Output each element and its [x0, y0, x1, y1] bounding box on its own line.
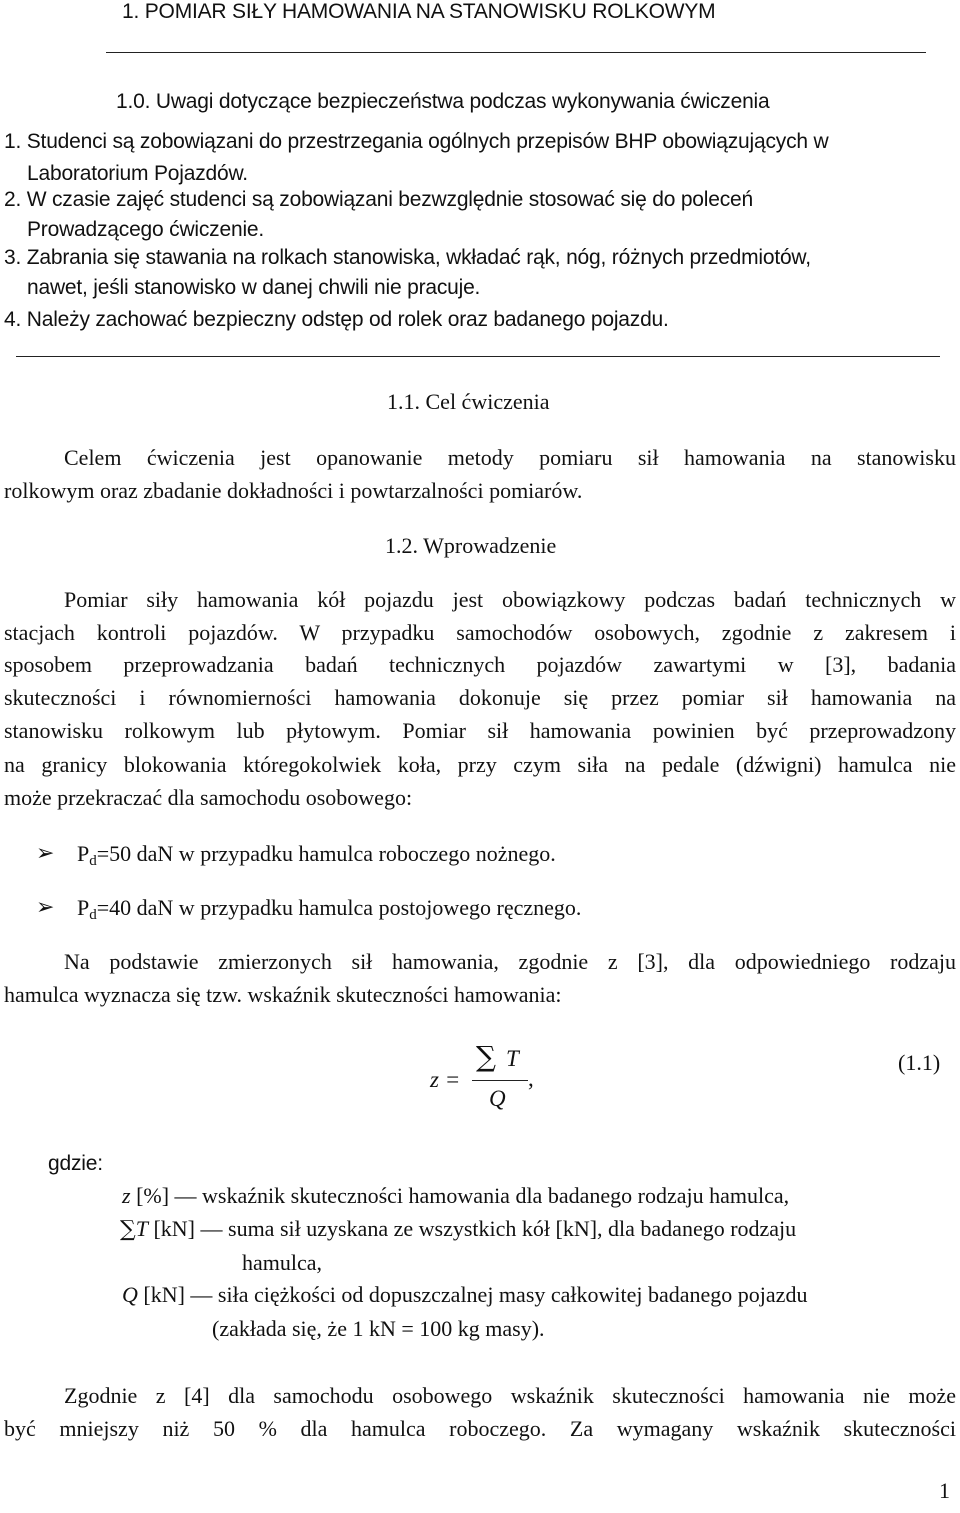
page-title: 1. POMIAR SIŁY HAMOWANIA NA STANOWISKU ROLKOWYM [122, 0, 716, 23]
bullet-2-symbol: P [77, 895, 90, 920]
bullet-1-text: =50 daN w przypadku hamulca roboczego nożnego. [96, 841, 556, 866]
safety-item-2-cont: Prowadzącego ćwiczenie. [27, 218, 265, 241]
where-label: gdzie: [48, 1152, 103, 1175]
formula-numerator: T [506, 1046, 519, 1071]
where-z-definition [122, 1183, 789, 1209]
safety-separator [16, 356, 940, 357]
formula-lhs: z = [430, 1067, 461, 1092]
where-z-symbol: z [122, 1183, 131, 1208]
bullet-1-subscript: d [89, 853, 97, 869]
where-t-continuation: hamulca, [242, 1250, 323, 1275]
safety-item-1-cont: Laboratorium Pojazdów. [27, 162, 248, 185]
final-line-1: Zgodnie z [4] dla samochodu osobowego wskaźnik skuteczności hamowania nie może [64, 1383, 956, 1408]
where-sigma-icon: ∑ [120, 1217, 136, 1242]
intro-p1-line-7: może przekraczać dla samochodu osobowego: [4, 785, 413, 810]
arrow-bullet-icon: ➢ [36, 895, 55, 920]
intro-p1-line-1: Pomiar siły hamowania kół pojazdu jest obowiązkowy podczas badań technicznych w [64, 587, 956, 612]
where-q-symbol: Q [122, 1282, 138, 1307]
safety-item-3-cont: nawet, jeśli stanowisko w danej chwili nie pracuje. [27, 276, 481, 299]
intro-p1-line-2: stacjach kontroli pojazdów. W przypadku samochodów osobowych, zgodnie z zakresem i [4, 620, 956, 645]
where-q-text: [kN] — siła ciężkości od dopuszczalnej masy całkowitej badanego pojazdu [137, 1282, 808, 1307]
bullet-item-2 [77, 895, 581, 924]
goal-text-line-1: Celem ćwiczenia jest opanowanie metody pomiaru sił hamowania na stanowisku [64, 445, 956, 470]
safety-item-4: 4. Należy zachować bezpieczny odstęp od rolek oraz badanego pojazdu. [4, 308, 669, 331]
bullet-1-symbol: P [77, 841, 90, 866]
where-z-text: [%] — wskaźnik skuteczności hamowania dla badanego rodzaju hamulca, [130, 1183, 790, 1208]
bullet-2-text: =40 daN w przypadku hamulca postojowego ręcznego. [96, 895, 582, 920]
title-separator [106, 52, 926, 53]
intro-p1-line-5: stanowisku rolkowym lub płytowym. Pomiar sił hamowania powinien być przeprowadzony [4, 718, 956, 743]
bullet-2-subscript: d [89, 907, 97, 923]
where-q-continuation: (zakłada się, że 1 kN = 100 kg masy). [212, 1316, 545, 1341]
formula-number: (1.1) [898, 1050, 941, 1075]
safety-item-2: 2. W czasie zajęć studenci są zobowiązani bezwzględnie stosować się do poleceń [4, 188, 753, 211]
formula-fraction-bar [472, 1080, 528, 1081]
intro-heading: 1.2. Wprowadzenie [385, 533, 557, 558]
safety-heading: 1.0. Uwagi dotyczące bezpieczeństwa podczas wykonywania ćwiczenia [116, 90, 770, 113]
intro-p2-line-2: hamulca wyznacza się tzw. wskaźnik skuteczności hamowania: [4, 982, 562, 1007]
arrow-bullet-icon: ➢ [36, 841, 55, 866]
bullet-item-1 [77, 841, 556, 870]
page-number: 1 [939, 1478, 950, 1503]
intro-p1-line-4: skuteczności i równomierności hamowania dokonuje się przez pomiar sił hamowania na [4, 685, 956, 710]
intro-p1-line-6: na granicy blokowania któregokolwiek koła, przy czym siła na pedale (dźwigni) hamulca nie [4, 752, 956, 777]
formula-comma: , [528, 1066, 534, 1091]
formula-sigma-icon: ∑ [476, 1040, 496, 1073]
intro-p1-line-3: sposobem przeprowadzania badań technicznych pojazdów zawartymi w [3], badania [4, 652, 956, 677]
safety-item-1: 1. Studenci są zobowiązani do przestrzegania ogólnych przepisów BHP obowiązujących w [4, 130, 829, 153]
final-line-2: być mniejszy niż 50 % dla hamulca roboczego. Za wymagany wskaźnik skuteczności [4, 1416, 956, 1441]
goal-text-line-2: rolkowym oraz zbadanie dokładności i powtarzalności pomiarów. [4, 478, 583, 503]
safety-item-3: 3. Zabrania się stawania na rolkach stanowiska, wkładać rąk, nóg, różnych przedmiotów, [4, 246, 811, 269]
goal-heading: 1.1. Cel ćwiczenia [387, 389, 550, 414]
where-t-symbol: T [135, 1216, 148, 1241]
where-q-definition [122, 1282, 807, 1308]
where-t-definition [120, 1216, 796, 1242]
where-t-text: [kN] — suma sił uzyskana ze wszystkich kół [kN], dla badanego rodzaju [147, 1216, 797, 1241]
formula-denominator: Q [489, 1086, 506, 1111]
intro-p2-line-1: Na podstawie zmierzonych sił hamowania, zgodnie z [3], dla odpowiedniego rodzaju [64, 949, 956, 974]
